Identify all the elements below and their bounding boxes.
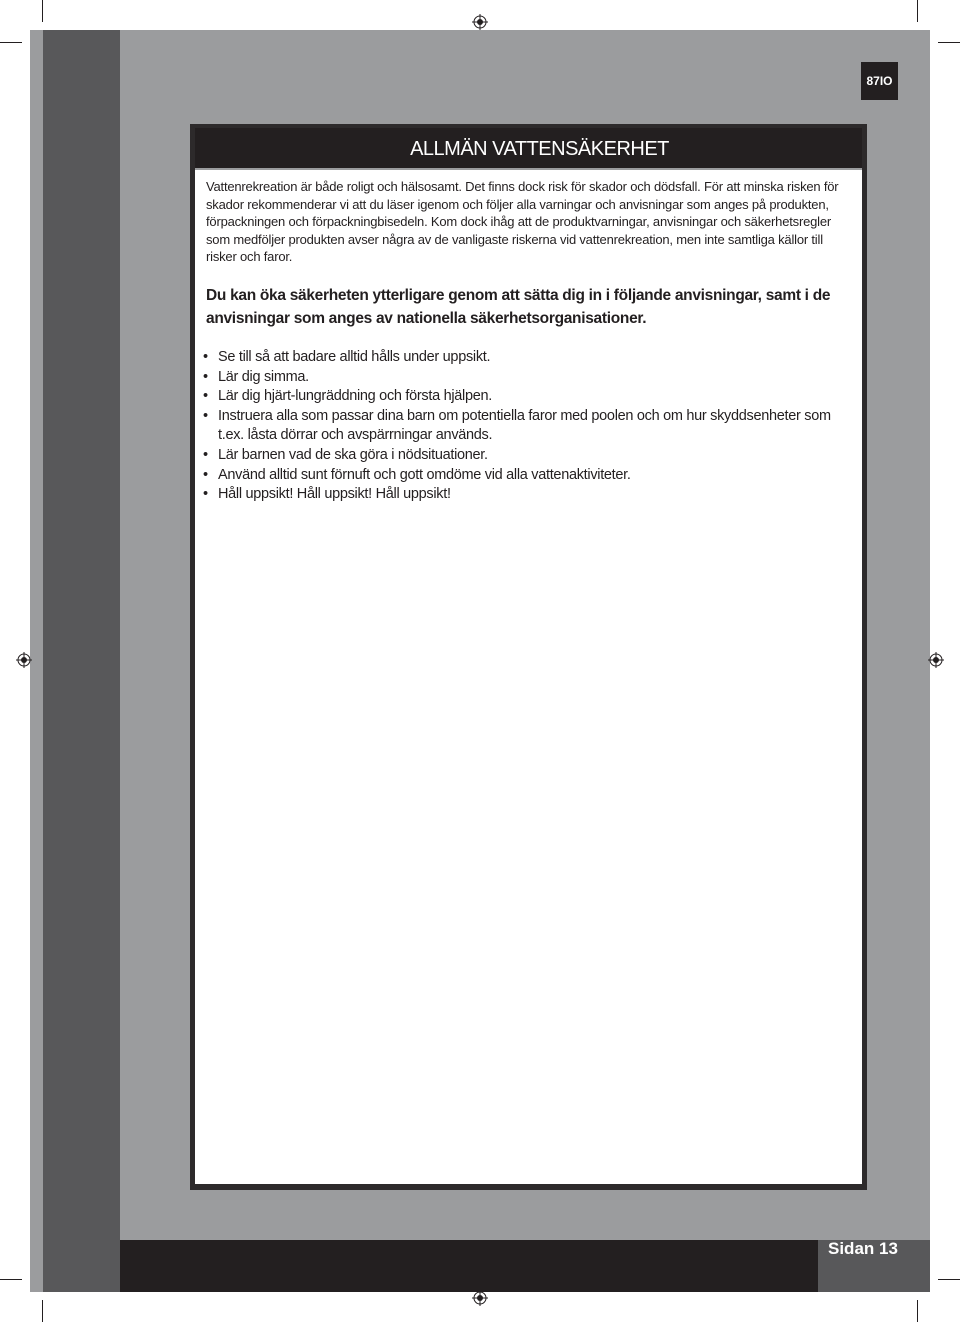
section-header — [195, 128, 862, 170]
list-item: • Instruera alla som passar dina barn om potentiella faror med poolen och om hur skyddsenheter som t.ex. låsta dörrar och avspärrningar används. — [203, 407, 851, 446]
list-item: • Använd alltid sunt förnuft och gott omdöme vid alla vattenaktiviteter. — [203, 466, 851, 486]
left-band — [43, 30, 120, 1292]
list-item: • Lär dig simma. — [203, 368, 851, 388]
model-badge: 87IO — [861, 62, 898, 100]
registration-mark-icon — [16, 652, 32, 668]
page-number-tab — [818, 1240, 930, 1292]
crop-mark — [917, 0, 918, 22]
crop-mark — [938, 1279, 960, 1280]
crop-mark — [938, 42, 960, 43]
intro-paragraph: Vattenrekreation är både roligt och hälsosamt. Det finns dock risk för skador och dödsfall. För att minska risken för skador rekommenderar vi att du läser igenom och följer alla varningar och anvisningar som anges på produkten, förpackningen och förpackningbisedeln. Kom dock ihåg att de produktvarningar, anvisningar och säkerhetsregler som medföljer produkten avser några av de vanligaste riskerna vid vattenrekreation, men inte samtliga källor till risker och faror. — [206, 179, 839, 265]
list-item: • Håll uppsikt! Håll uppsikt! Håll uppsikt! — [203, 485, 851, 505]
crop-mark — [0, 1279, 22, 1280]
registration-mark-icon — [928, 652, 944, 668]
registration-mark-icon — [472, 14, 488, 30]
content-panel — [195, 170, 862, 1184]
crop-mark — [917, 1300, 918, 1322]
crop-mark — [42, 1300, 43, 1322]
safety-list — [203, 348, 851, 505]
emphasis-paragraph: Du kan öka säkerheten ytterligare genom att sätta dig in i följande anvisningar, samt i de anvisningar som anges av nationella säkerhetsorganisationer. — [206, 287, 831, 327]
section-title: ALLMÄN VATTENSÄKERHET — [410, 138, 669, 160]
registration-mark-icon — [472, 1290, 488, 1306]
crop-mark — [42, 0, 43, 22]
list-item: • Se till så att badare alltid hålls under uppsikt. — [203, 348, 851, 368]
footer-bar — [120, 1240, 818, 1292]
content-box — [190, 124, 867, 1190]
list-item: • Lär barnen vad de ska göra i nödsituationer. — [203, 446, 851, 466]
list-item: • Lär dig hjärt-lungräddning och första hjälpen. — [203, 387, 851, 407]
page-number: Sidan 13 — [828, 1239, 898, 1258]
crop-mark — [0, 42, 22, 43]
